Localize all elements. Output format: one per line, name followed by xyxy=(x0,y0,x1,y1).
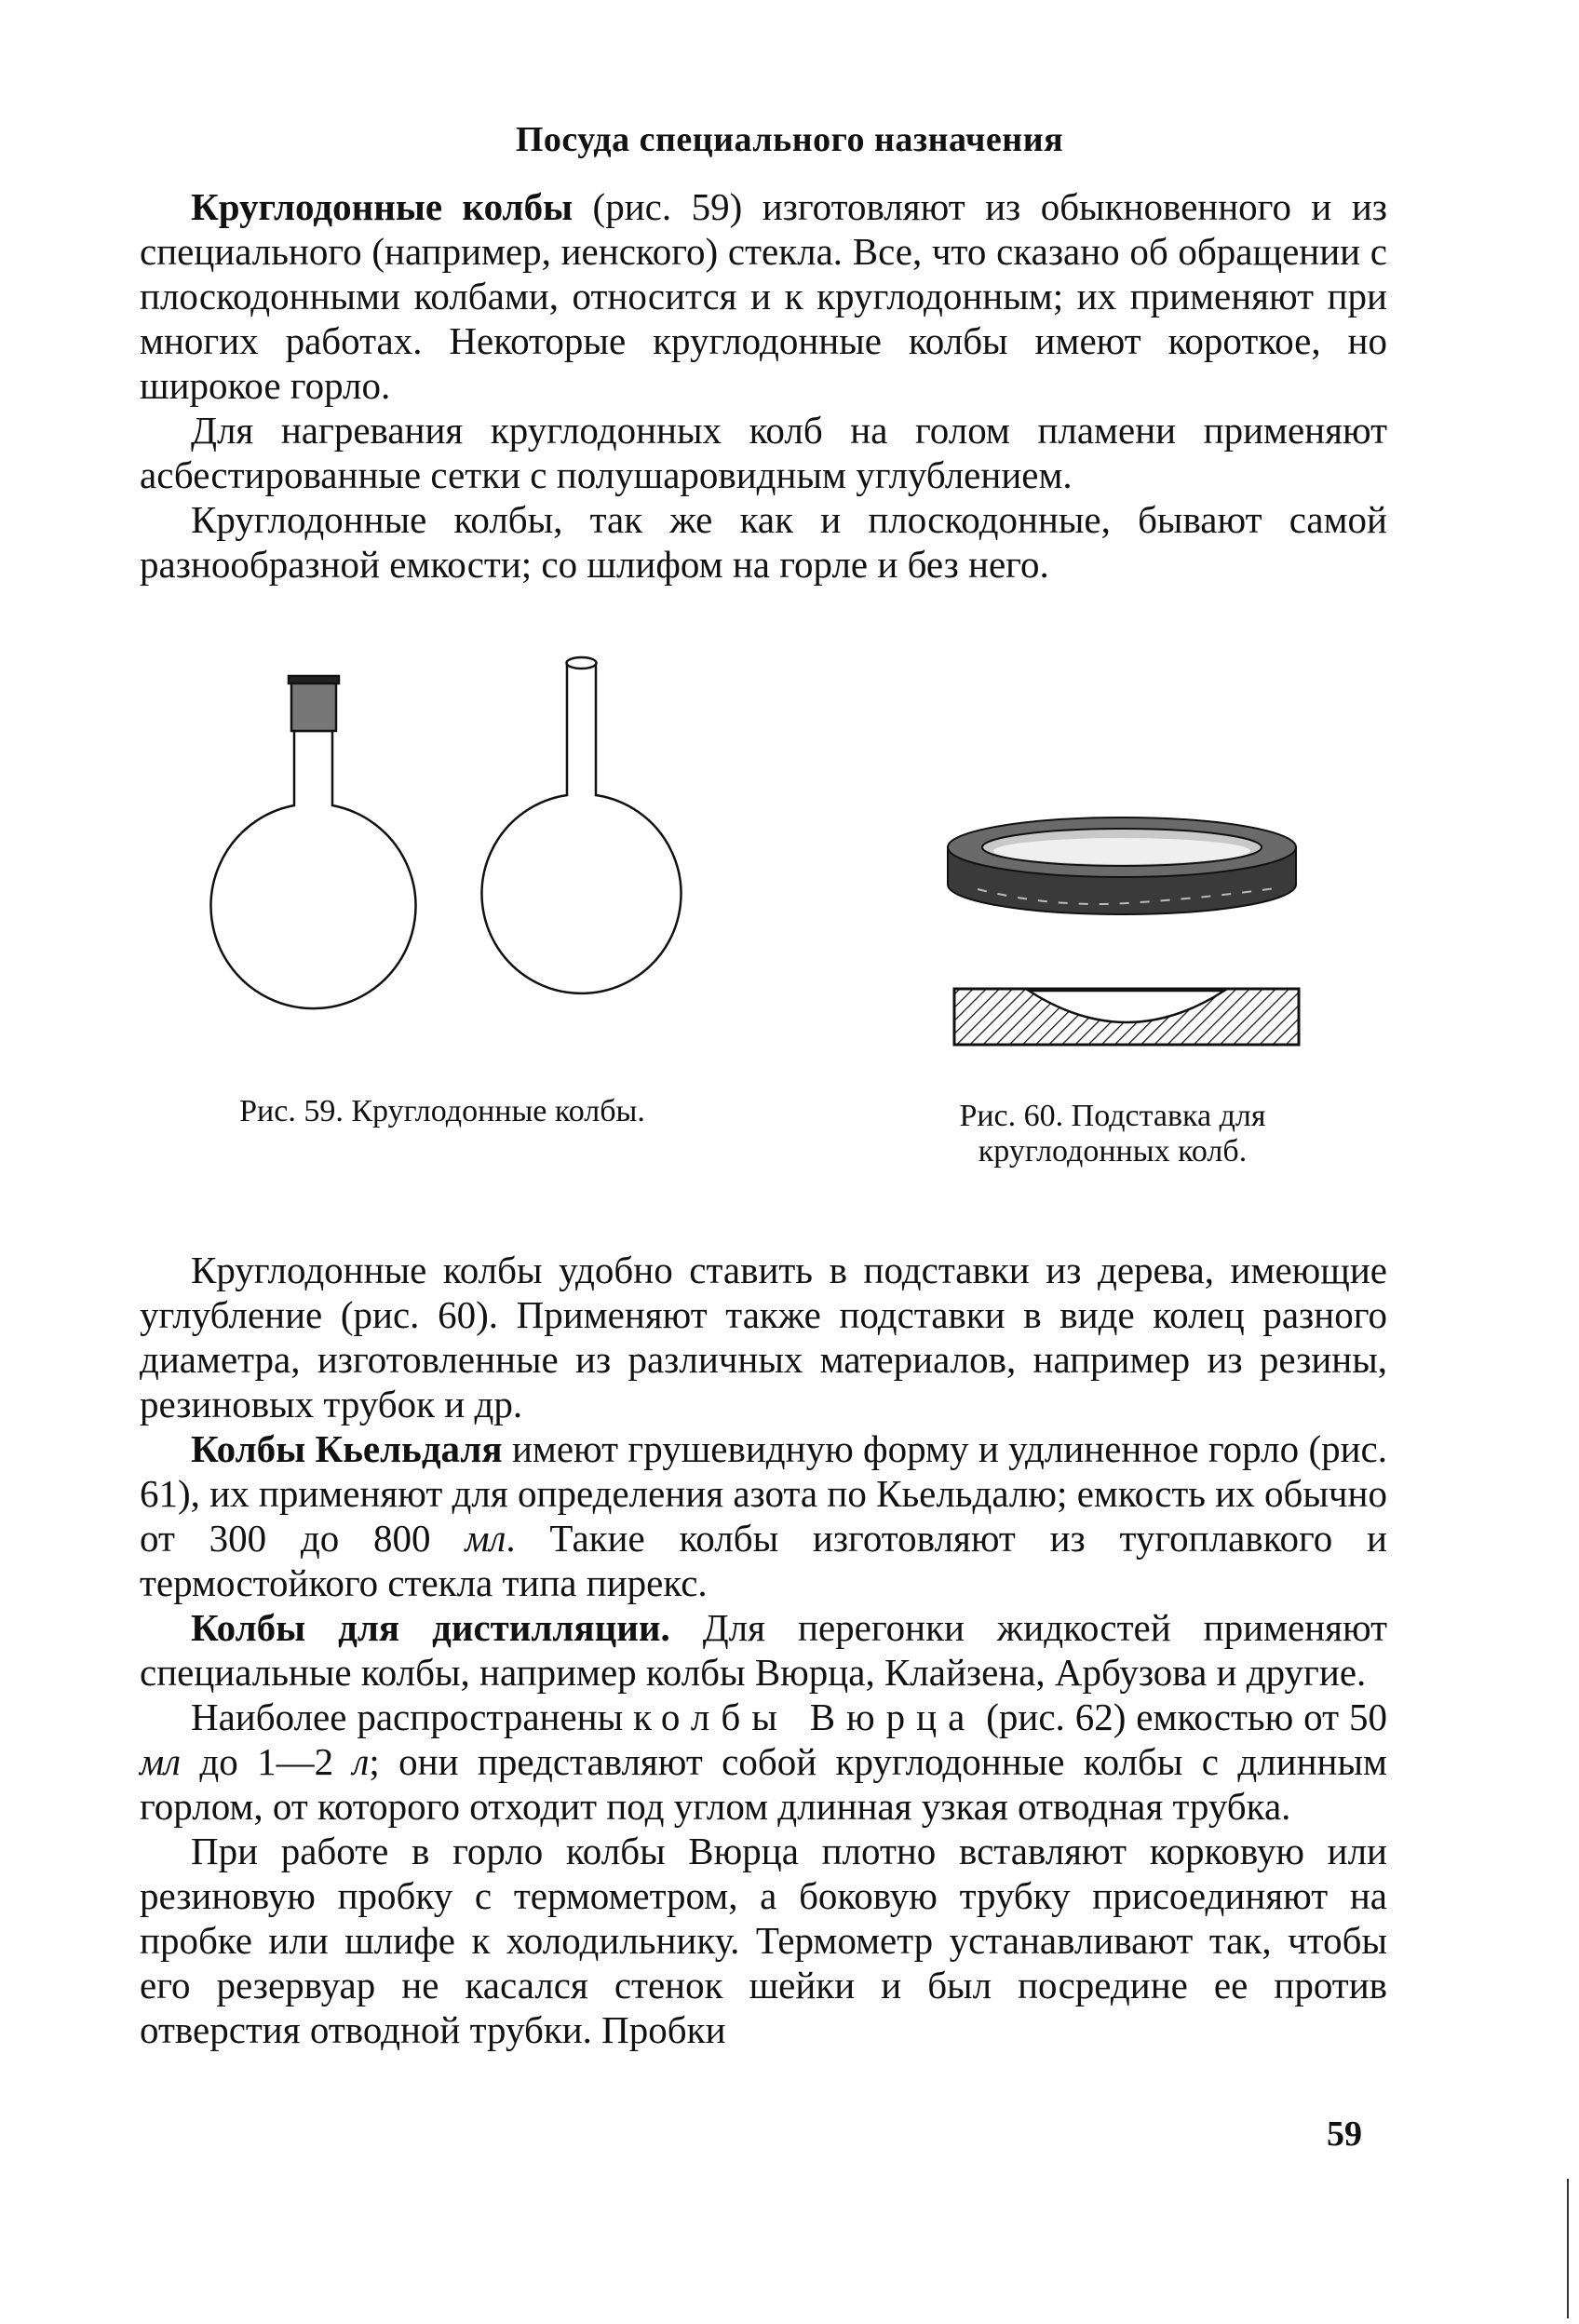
paragraph-text: Наиболее распространены xyxy=(191,1696,634,1738)
figure-59-caption: Рис. 59. Круглодонные колбы. xyxy=(239,1094,645,1128)
page-number: 59 xyxy=(1327,2115,1362,2154)
term-round-bottom-flasks: Круглодонные колбы xyxy=(191,185,574,228)
ring-stand-view xyxy=(948,817,1296,914)
paragraph-round-bottom-flasks xyxy=(140,184,1387,408)
text-block-top xyxy=(140,184,1387,587)
paragraph-text: имеют грушевидную форму и удлиненное горло (рис. 61), их применяют для определения азота по Кьельдалю; емкость их обычно от 300 до 800 xyxy=(140,1427,1387,1560)
paragraph-distillation xyxy=(140,1605,1387,1695)
figure-60-flask-stand xyxy=(940,810,1313,1061)
paragraph-text: (рис. 59) изготовляют из обыкновенного и из специального (например, иенского) стекла. Все, что сказано об обращении с плоскодонными колбами, относится и к круглодонным; их применяют при многих работах. Некоторые круглодонные колбы имеют короткое, но широкое горло. xyxy=(140,185,1387,407)
ground-glass-neck xyxy=(291,680,336,731)
figure-60-caption: Рис. 60. Подставка для круглодонных колб. xyxy=(959,1099,1266,1169)
paragraph-text: до 1—2 xyxy=(181,1740,353,1783)
text-block-bottom xyxy=(140,1248,1387,2052)
unit-ml: мл xyxy=(140,1740,182,1783)
term-wurtz-flasks: колбы Вюрца xyxy=(633,1696,977,1738)
paragraph-wurtz xyxy=(140,1695,1387,1829)
paragraph-text: Для перегонки жидкостей применяют специальные колбы, например колбы Вюрца, Клайзена, Арбузова и другие. xyxy=(140,1606,1388,1694)
unit-l: л xyxy=(352,1740,370,1783)
term-distillation-flasks: Колбы для дистилляции. xyxy=(191,1606,670,1649)
term-kjeldahl-flasks: Колбы Кьельдаля xyxy=(191,1427,503,1470)
paragraph-heating: Для нагревания круглодонных колб на голом пламени применяют асбестированные сетки с полушаровидным углублением. xyxy=(140,409,1387,496)
unit-ml: мл xyxy=(465,1517,506,1560)
paragraph-text: . Такие колбы изготовляют из тугоплавкого и термостойкого стекла типа пирекс. xyxy=(140,1517,1387,1604)
flask-plain-neck xyxy=(482,657,682,993)
paragraph-capacity: Круглодонные колбы, так же как и плоскодонные, бывают самой разнообразной емкости; со шлифом на горле и без него. xyxy=(140,498,1387,586)
paragraph-wurtz-usage: При работе в горло колбы Вюрца плотно вставляют корковую или резиновую пробку с термометром, а боковую трубку присоединяют на пробке или шлифе к холодильнику. Термометр устанавливают так, чтобы его резервуар не касался стенок шейки и был посредине ее против отверстия отводной трубки. Пробки xyxy=(140,1830,1387,2051)
figure-59-round-bottom-flasks xyxy=(205,652,726,1052)
section-title: Посуда специального назначения xyxy=(515,120,1064,159)
paragraph-text: (рис. 62) емкостью от 50 xyxy=(976,1696,1387,1738)
flask-with-ground-joint xyxy=(211,676,416,1008)
scan-edge-mark xyxy=(1567,2179,1569,2318)
paragraph-text: ; они представляют собой круглодонные колбы с длинным горлом, от которого отходит под углом длинная узкая отводная трубка. xyxy=(140,1740,1387,1828)
stand-cross-section xyxy=(954,989,1299,1045)
paragraph-stands: Круглодонные колбы удобно ставить в подставки из дерева, имеющие углубление (рис. 60). Применяют также подставки в виде колец разного диаметра, изготовленные из различных материалов, например из резины, резиновых трубок и др. xyxy=(140,1249,1387,1425)
paragraph-kjeldahl xyxy=(140,1426,1387,1605)
